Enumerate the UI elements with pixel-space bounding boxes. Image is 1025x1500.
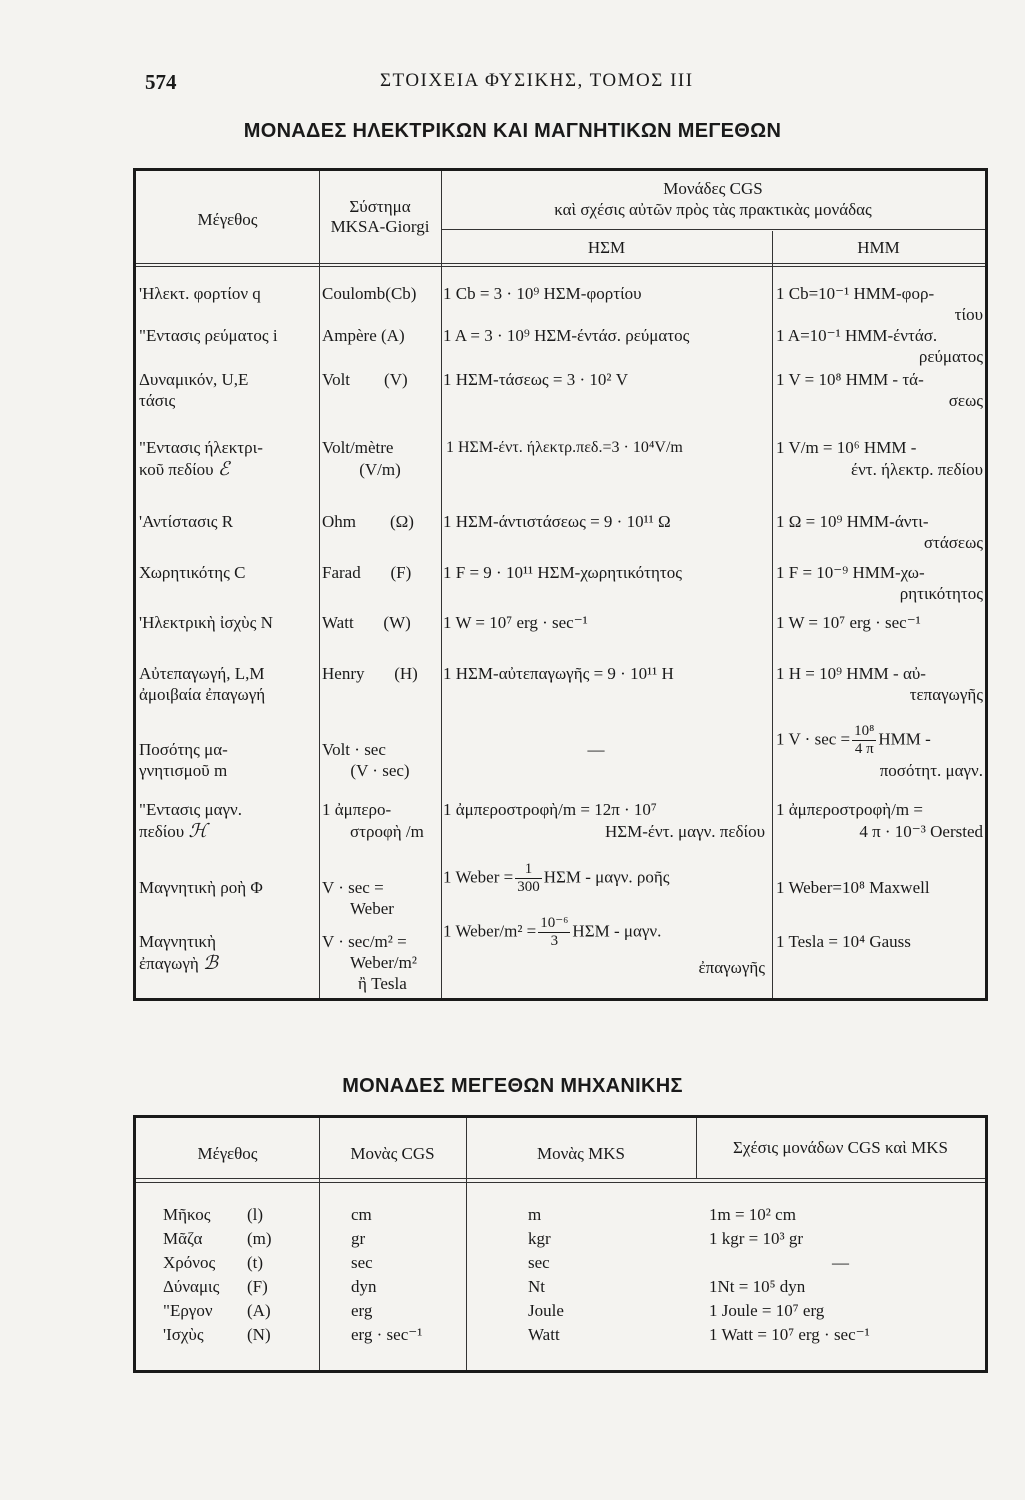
row-hfield-quantity-l2-wrap bbox=[139, 821, 207, 842]
row-inductance-mksa: Henry (H) bbox=[322, 664, 418, 683]
t2-row-time-relation: — bbox=[832, 1253, 849, 1272]
running-title: ΣΤΟΙΧΕΙΑ ΦΥΣΙΚΗΣ, ΤΟΜΟΣ III bbox=[380, 70, 694, 91]
row-power-emu: 1 W = 10⁷ erg · sec⁻¹ bbox=[776, 613, 921, 632]
row-hfield-esu-l2: ΗΣΜ-έντ. μαγν. πεδίου bbox=[604, 822, 765, 841]
row-bfield-emu: 1 Tesla = 10⁴ Gauss bbox=[776, 932, 911, 951]
row-inductance-esu: 1 ΗΣΜ-αὐτεπαγωγῆς = 9 · 10¹¹ H bbox=[443, 664, 674, 683]
row-capacitance-quantity: Χωρητικότης C bbox=[139, 563, 246, 582]
row-flux-emu: 1 Weber=10⁸ Maxwell bbox=[776, 878, 930, 897]
t2-row-power-relation: 1 Watt = 10⁷ erg · sec⁻¹ bbox=[709, 1325, 870, 1344]
row-charge-esu: 1 Cb = 3 · 10⁹ ΗΣΜ-φορτίου bbox=[443, 284, 642, 303]
flux-fraction-num: 1 bbox=[515, 861, 542, 879]
row-pole-mksa-l2: (V · sec) bbox=[350, 761, 410, 780]
row-hfield-mksa-l2: στροφὴ /m bbox=[350, 822, 424, 841]
row-resistance-emu-l2: στάσεως bbox=[923, 533, 983, 552]
t2-header-relation: Σχέσις μονάδων CGS καὶ MKS bbox=[733, 1138, 948, 1157]
bfield-fraction-den: 3 bbox=[550, 933, 559, 949]
row-flux-esu-wrap bbox=[443, 861, 670, 896]
t2-row-force-relation: 1Nt = 10⁵ dyn bbox=[709, 1277, 806, 1296]
t2-header-mks: Μονὰς MKS bbox=[536, 1144, 626, 1163]
t2-row-work-relation: 1 Joule = 10⁷ erg bbox=[709, 1301, 825, 1320]
row-bfield-esu-l2: ΗΣΜ - μαγν. bbox=[572, 921, 662, 941]
page-header bbox=[0, 70, 1025, 100]
row-efield-quantity-l2: κοῦ πεδίου bbox=[139, 460, 214, 479]
row-hfield-quantity-l2: πεδίου bbox=[139, 822, 185, 841]
header-divider bbox=[136, 1182, 985, 1183]
row-potential-emu-l1: 1 V = 10⁸ ΗΜΜ - τά- bbox=[776, 370, 924, 389]
row-efield-quantity-l2-wrap bbox=[139, 459, 229, 480]
row-pole-quantity-l2: γνητισμοῦ m bbox=[139, 761, 228, 780]
t2-row-time-cgs: sec bbox=[351, 1253, 373, 1272]
row-resistance-esu: 1 ΗΣΜ-άντιστάσεως = 9 · 10¹¹ Ω bbox=[443, 512, 671, 531]
row-bfield-mksa-l3: ἢ Tesla bbox=[358, 974, 407, 993]
row-pole-mksa-l1: Volt · sec bbox=[322, 740, 386, 759]
t2-row-mass-symbol: (m) bbox=[247, 1229, 272, 1248]
row-flux-esu-l2: ΗΣΜ - μαγν. ροῆς bbox=[543, 867, 670, 887]
flux-fraction bbox=[515, 861, 542, 896]
row-hfield-emu-l1: 1 ἀμπεροστροφὴ/m = bbox=[776, 800, 923, 819]
header-divider bbox=[441, 229, 985, 230]
t2-row-force-mks: Nt bbox=[528, 1277, 545, 1296]
t2-row-power-symbol: (N) bbox=[247, 1325, 271, 1344]
t2-row-time-name: Χρόνος bbox=[163, 1253, 216, 1272]
header-divider bbox=[136, 1178, 985, 1179]
t2-row-length-name: Μῆκος bbox=[163, 1205, 211, 1224]
row-charge-emu-l1: 1 Cb=10⁻¹ ΗΜΜ-φορ- bbox=[776, 284, 935, 303]
table1-title: ΜΟΝΑΔΕΣ ΗΛΕΚΤΡΙΚΩΝ ΚΑΙ ΜΑΓΝΗΤΙΚΩΝ ΜΕΓΕΘΩΝ bbox=[243, 120, 782, 142]
efield-symbol: ℰ bbox=[217, 458, 230, 480]
header-system-l2: MKSA-Giorgi bbox=[330, 217, 430, 236]
header-esu: ΗΣΜ bbox=[587, 238, 626, 257]
row-bfield-quantity-l1: Μαγνητικὴ bbox=[139, 932, 216, 951]
row-efield-emu-l1: 1 V/m = 10⁶ ΗΜΜ - bbox=[776, 438, 917, 457]
flux-fraction-den: 300 bbox=[517, 879, 540, 895]
row-pole-emu-l1-wrap bbox=[776, 723, 931, 758]
bfield-fraction bbox=[538, 915, 570, 950]
header-system-l1: Σύστημα bbox=[349, 197, 411, 216]
row-flux-mksa-l2: Weber bbox=[350, 899, 394, 918]
row-inductance-emu-l1: 1 H = 10⁹ ΗΜΜ - αὐ- bbox=[776, 664, 926, 683]
row-efield-mksa-l1: Volt/mètre bbox=[322, 438, 394, 457]
t2-row-power-cgs: erg · sec⁻¹ bbox=[351, 1325, 423, 1344]
row-efield-mksa-l2: (V/m) bbox=[359, 460, 401, 479]
t2-row-power-mks: Watt bbox=[528, 1325, 560, 1344]
row-bfield-quantity-l2: ἐπαγωγὴ bbox=[139, 954, 199, 973]
row-flux-quantity: Μαγνητικὴ ροὴ Φ bbox=[139, 878, 263, 897]
col-divider bbox=[319, 171, 320, 998]
t2-row-work-name: "Εργον bbox=[163, 1301, 213, 1320]
row-potential-emu-l2: σεως bbox=[948, 391, 983, 410]
pole-fraction-den: 4 π bbox=[854, 741, 874, 757]
row-capacitance-emu-l2: ρητικότητος bbox=[899, 584, 983, 603]
row-charge-quantity: 'Ηλεκτ. φορτίον q bbox=[139, 284, 261, 303]
row-hfield-quantity-l1: "Εντασις μαγν. bbox=[139, 800, 242, 819]
row-capacitance-mksa: Farad (F) bbox=[322, 563, 412, 582]
row-bfield-mksa-l1: V · sec/m² = bbox=[322, 932, 407, 951]
row-bfield-mksa-l2: Weber/m² bbox=[350, 953, 417, 972]
row-bfield-esu-wrap bbox=[443, 915, 661, 950]
t2-row-force-symbol: (F) bbox=[247, 1277, 268, 1296]
row-potential-quantity-l1: Δυναμικόν, U,E bbox=[139, 370, 249, 389]
bfield-symbol: ℬ bbox=[202, 952, 218, 974]
t2-row-mass-mks: kgr bbox=[528, 1229, 551, 1248]
row-bfield-esu-l1: 1 Weber/m² = bbox=[443, 921, 537, 941]
row-current-quantity: "Εντασις ρεύματος i bbox=[139, 326, 278, 345]
row-efield-emu-l2: έντ. ήλεκτρ. πεδίου bbox=[850, 460, 983, 479]
row-power-mksa: Watt (W) bbox=[322, 613, 411, 632]
row-pole-esu: — bbox=[587, 740, 605, 759]
t2-row-mass-cgs: gr bbox=[351, 1229, 366, 1248]
t2-row-force-name: Δύναμις bbox=[163, 1277, 220, 1296]
row-efield-esu: 1 ΗΣΜ-έντ. ήλεκτρ.πεδ.=3 · 10⁴V/m bbox=[446, 439, 683, 456]
table2-title: ΜΟΝΑΔΕΣ ΜΕΓΕΘΩΝ ΜΗΧΑΝΙΚΗΣ bbox=[342, 1075, 683, 1097]
row-current-esu: 1 A = 3 · 10⁹ ΗΣΜ-έντάσ. ρεύματος bbox=[443, 326, 690, 345]
row-pole-emu-l3: ποσότητ. μαγν. bbox=[879, 761, 983, 780]
row-flux-esu-l1: 1 Weber = bbox=[443, 867, 514, 887]
row-resistance-quantity: 'Αντίστασις R bbox=[139, 512, 234, 531]
header-divider bbox=[136, 266, 985, 267]
row-pole-emu-l1: 1 V · sec = bbox=[776, 729, 851, 749]
col-divider bbox=[441, 171, 442, 998]
t2-header-cgs: Μονὰς CGS bbox=[350, 1144, 435, 1163]
header-divider bbox=[136, 263, 985, 264]
row-pole-emu-l2: ΗΜΜ - bbox=[878, 729, 931, 749]
header-cgs-l1: Μονάδες CGS bbox=[663, 179, 763, 198]
row-pole-quantity-l1: Ποσότης μα- bbox=[139, 740, 228, 759]
row-hfield-esu-l1: 1 ἀμπεροστροφὴ/m = 12π · 10⁷ bbox=[443, 800, 657, 819]
row-potential-quantity-l2: τάσις bbox=[139, 391, 176, 410]
page-number: 574 bbox=[145, 70, 177, 94]
t2-header-quantity: Μέγεθος bbox=[197, 1144, 258, 1163]
row-inductance-quantity-l1: Αὐτεπαγωγή, L,M bbox=[139, 664, 265, 683]
col-divider bbox=[772, 231, 773, 998]
t2-row-force-cgs: dyn bbox=[351, 1277, 377, 1296]
t2-row-work-mks: Joule bbox=[528, 1301, 564, 1320]
row-current-emu-l2: ρεύματος bbox=[918, 347, 983, 366]
row-charge-emu-l2: τίου bbox=[954, 305, 983, 324]
mechanics-units-table bbox=[133, 1115, 988, 1373]
row-power-esu: 1 W = 10⁷ erg · sec⁻¹ bbox=[443, 613, 588, 632]
row-capacitance-emu-l1: 1 F = 10⁻⁹ ΗΜΜ-χω- bbox=[776, 563, 925, 582]
row-inductance-quantity-l2: ἀμοιβαία ἐπαγωγή bbox=[139, 685, 266, 704]
row-power-quantity: 'Ηλεκτρικὴ ἰσχὺς N bbox=[139, 613, 273, 632]
row-capacitance-esu: 1 F = 9 · 10¹¹ ΗΣΜ-χωρητικότητος bbox=[443, 563, 682, 582]
row-current-mksa: Ampère (A) bbox=[322, 326, 405, 345]
t2-row-mass-relation: 1 kgr = 10³ gr bbox=[709, 1229, 804, 1248]
row-efield-quantity-l1: "Εντασις ήλεκτρι- bbox=[139, 438, 263, 457]
row-potential-mksa: Volt (V) bbox=[322, 370, 408, 389]
t2-row-power-name: 'Ισχὺς bbox=[163, 1325, 204, 1344]
row-resistance-mksa: Ohm (Ω) bbox=[322, 512, 414, 531]
row-bfield-esu-l3: ἐπαγωγῆς bbox=[698, 958, 765, 977]
electric-magnetic-units-table bbox=[133, 168, 988, 1001]
header-cgs-l2: καὶ σχέσις αὐτῶν πρὸς τὰς πρακτικὰς μονάδας bbox=[554, 200, 872, 219]
hfield-symbol: ℋ bbox=[188, 820, 208, 842]
t2-row-length-cgs: cm bbox=[351, 1205, 372, 1224]
t2-row-length-relation: 1m = 10² cm bbox=[709, 1205, 796, 1224]
row-charge-mksa: Coulomb(Cb) bbox=[322, 284, 417, 303]
row-inductance-emu-l2: τεπαγωγῆς bbox=[909, 685, 983, 704]
row-flux-mksa-l1: V · sec = bbox=[322, 878, 384, 897]
header-quantity: Μέγεθος bbox=[197, 210, 258, 229]
t2-row-work-cgs: erg bbox=[351, 1301, 373, 1320]
row-hfield-mksa-l1: 1 ἀμπερο- bbox=[322, 800, 392, 819]
t2-row-time-symbol: (t) bbox=[247, 1253, 264, 1272]
header-emu: ΗΜΜ bbox=[857, 238, 900, 257]
t2-row-length-symbol: (l) bbox=[247, 1205, 264, 1224]
t2-row-work-symbol: (A) bbox=[247, 1301, 271, 1320]
row-hfield-emu-l2: 4 π · 10⁻³ Oersted bbox=[859, 822, 983, 841]
t2-row-time-mks: sec bbox=[528, 1253, 550, 1272]
t2-row-mass-name: Μᾶζα bbox=[163, 1229, 203, 1248]
row-potential-esu: 1 ΗΣΜ-τάσεως = 3 · 10² V bbox=[443, 370, 629, 389]
row-resistance-emu-l1: 1 Ω = 10⁹ ΗΜΜ-άντι- bbox=[776, 512, 929, 531]
pole-fraction-num: 10⁸ bbox=[854, 723, 875, 739]
row-bfield-quantity-l2-wrap bbox=[139, 953, 218, 974]
row-current-emu-l1: 1 A=10⁻¹ ΗΜΜ-έντάσ. bbox=[776, 326, 938, 345]
t2-row-length-mks: m bbox=[528, 1205, 542, 1224]
pole-fraction bbox=[852, 723, 876, 758]
bfield-fraction-num: 10⁻⁶ bbox=[540, 915, 569, 931]
